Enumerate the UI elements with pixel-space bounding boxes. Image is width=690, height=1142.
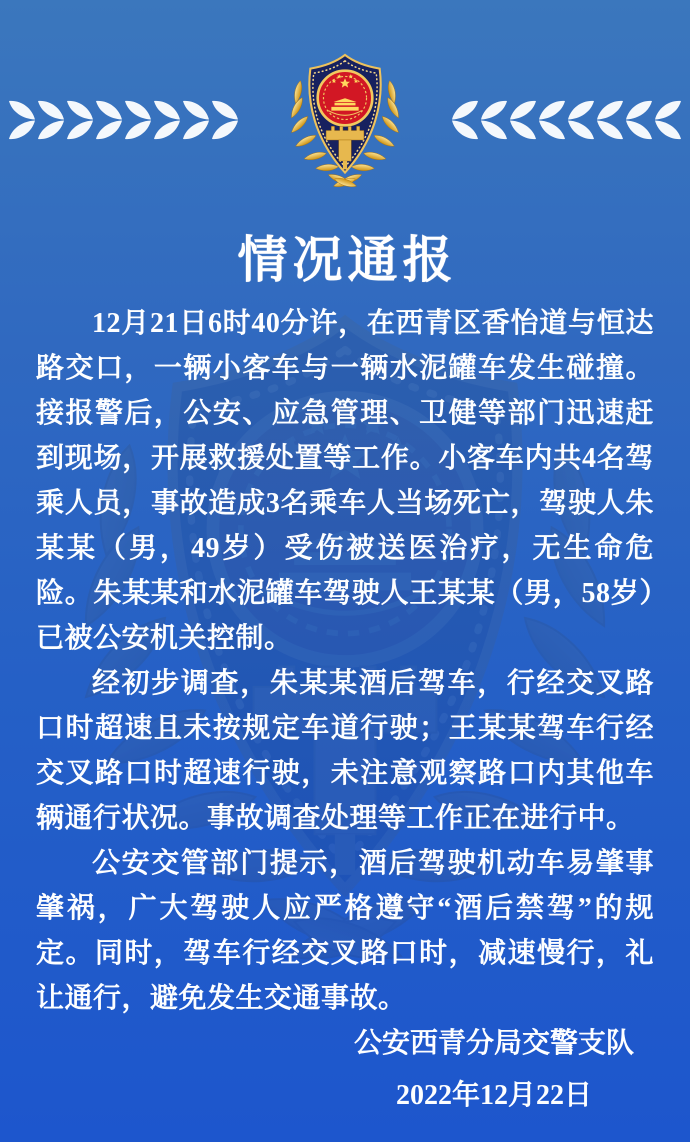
chevrons-right-icon — [7, 100, 239, 140]
paragraph-investigation: 经初步调查，朱某某酒后驾车，行经交叉路口时超速且未按规定车道行驶；王某某驾车行经交叉路口时超速行驶，未注意观察路口内其他车辆通行状况。事故调查处理等工作正在进行中。 — [36, 668, 654, 834]
issuing-authority: 公安西青分局交警支队 — [353, 1028, 634, 1059]
paragraph-reminder: 公安交管部门提示，酒后驾驶机动车易肇事肇祸，广大驾驶人应严格遵守“酒后禁驾”的规定。同时，驾车行经交叉路口时，减速慢行，礼让通行，避免发生交通事故。 — [36, 848, 654, 1014]
notice-footer — [354, 1018, 634, 1122]
page-title: 情况通报 — [237, 232, 458, 288]
police-badge-icon — [282, 40, 408, 198]
issue-date: 2022年12月22日 — [395, 1080, 592, 1111]
paragraph-incident: 12月21日6时40分许，在西青区香怡道与恒达路交口，一辆小客车与一辆水泥罐车发生碰撞。接报警后，公安、应急管理、卫健等部门迅速赶到现场，开展救援处置等工作。小客车内共4名驾乘人员，事故造成3名乘车人当场死亡，驾驶人朱某某（男，49岁）受伤被送医治疗，无生命危险。朱某某和水泥罐车驾驶人王某某（男，58岁）已被公安机关控制。 — [36, 308, 654, 654]
notice-body — [36, 301, 654, 1021]
chevrons-left-icon — [451, 100, 683, 140]
